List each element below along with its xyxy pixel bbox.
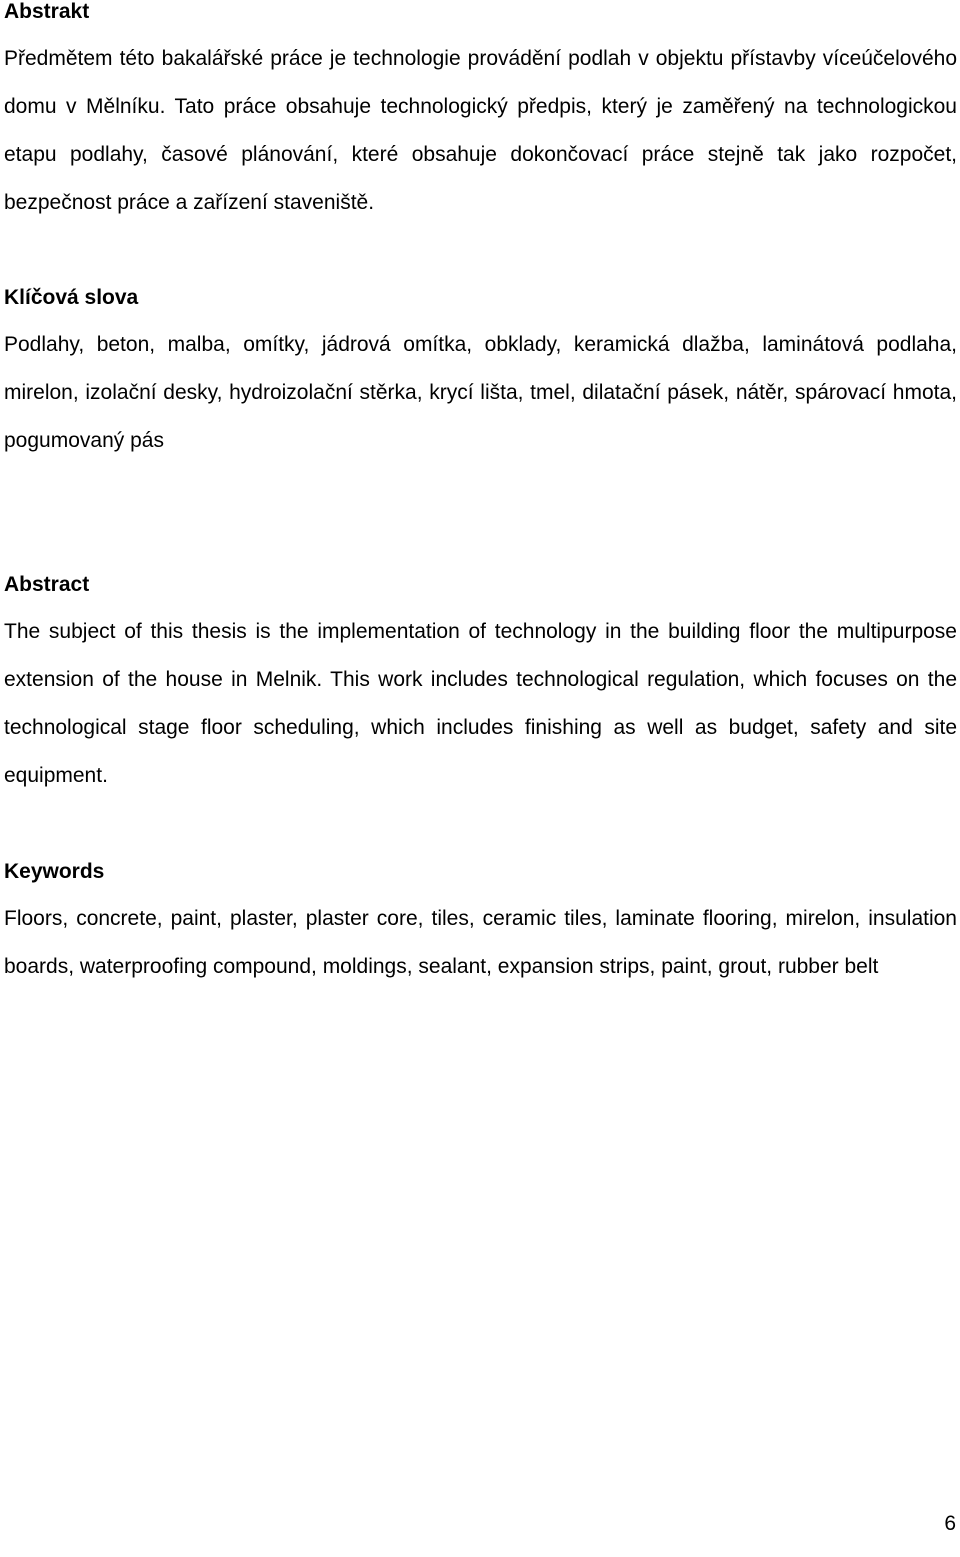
abstract-heading: Abstract (4, 573, 90, 596)
keywords-section (4, 860, 957, 991)
keywords-heading: Keywords (4, 860, 105, 883)
page-number: 6 (944, 1512, 956, 1535)
abstract-section (4, 573, 957, 800)
klicova-slova-paragraph: Podlahy, beton, malba, omítky, jádrová omítka, obklady, keramická dlažba, laminátová podlaha, mirelon, izolační desky, hydroizolační stěrka, krycí lišta, tmel, dilatační pásek, nátěr, spárovací hmota, pogumovaný pás (4, 333, 957, 452)
abstrakt-paragraph: Předmětem této bakalářské práce je technologie provádění podlah v objektu přístavby víceúčelového domu v Mělníku. Tato práce obsahuje technologický předpis, který je zaměřený na technologickou etapu podlahy, časové plánování, které obsahuje dokončovací práce stejně tak jako rozpočet, bezpečnost práce a zařízení staveniště. (4, 47, 957, 214)
klicova-slova-section (4, 286, 957, 465)
abstract-paragraph: The subject of this thesis is the implementation of technology in the building floor the multipurpose extension of the house in Melnik. This work includes technological regulation, which focuses on the technological stage floor scheduling, which includes finishing as well as budget, safety and site equipment. (4, 620, 957, 787)
abstrakt-section (4, 0, 957, 227)
keywords-paragraph: Floors, concrete, paint, plaster, plaster core, tiles, ceramic tiles, laminate flooring, mirelon, insulation boards, waterproofing compound, moldings, sealant, expansion strips, paint, grout, rubber belt (4, 907, 957, 978)
abstrakt-heading: Abstrakt (4, 0, 90, 23)
klicova-slova-heading: Klíčová slova (4, 286, 139, 309)
